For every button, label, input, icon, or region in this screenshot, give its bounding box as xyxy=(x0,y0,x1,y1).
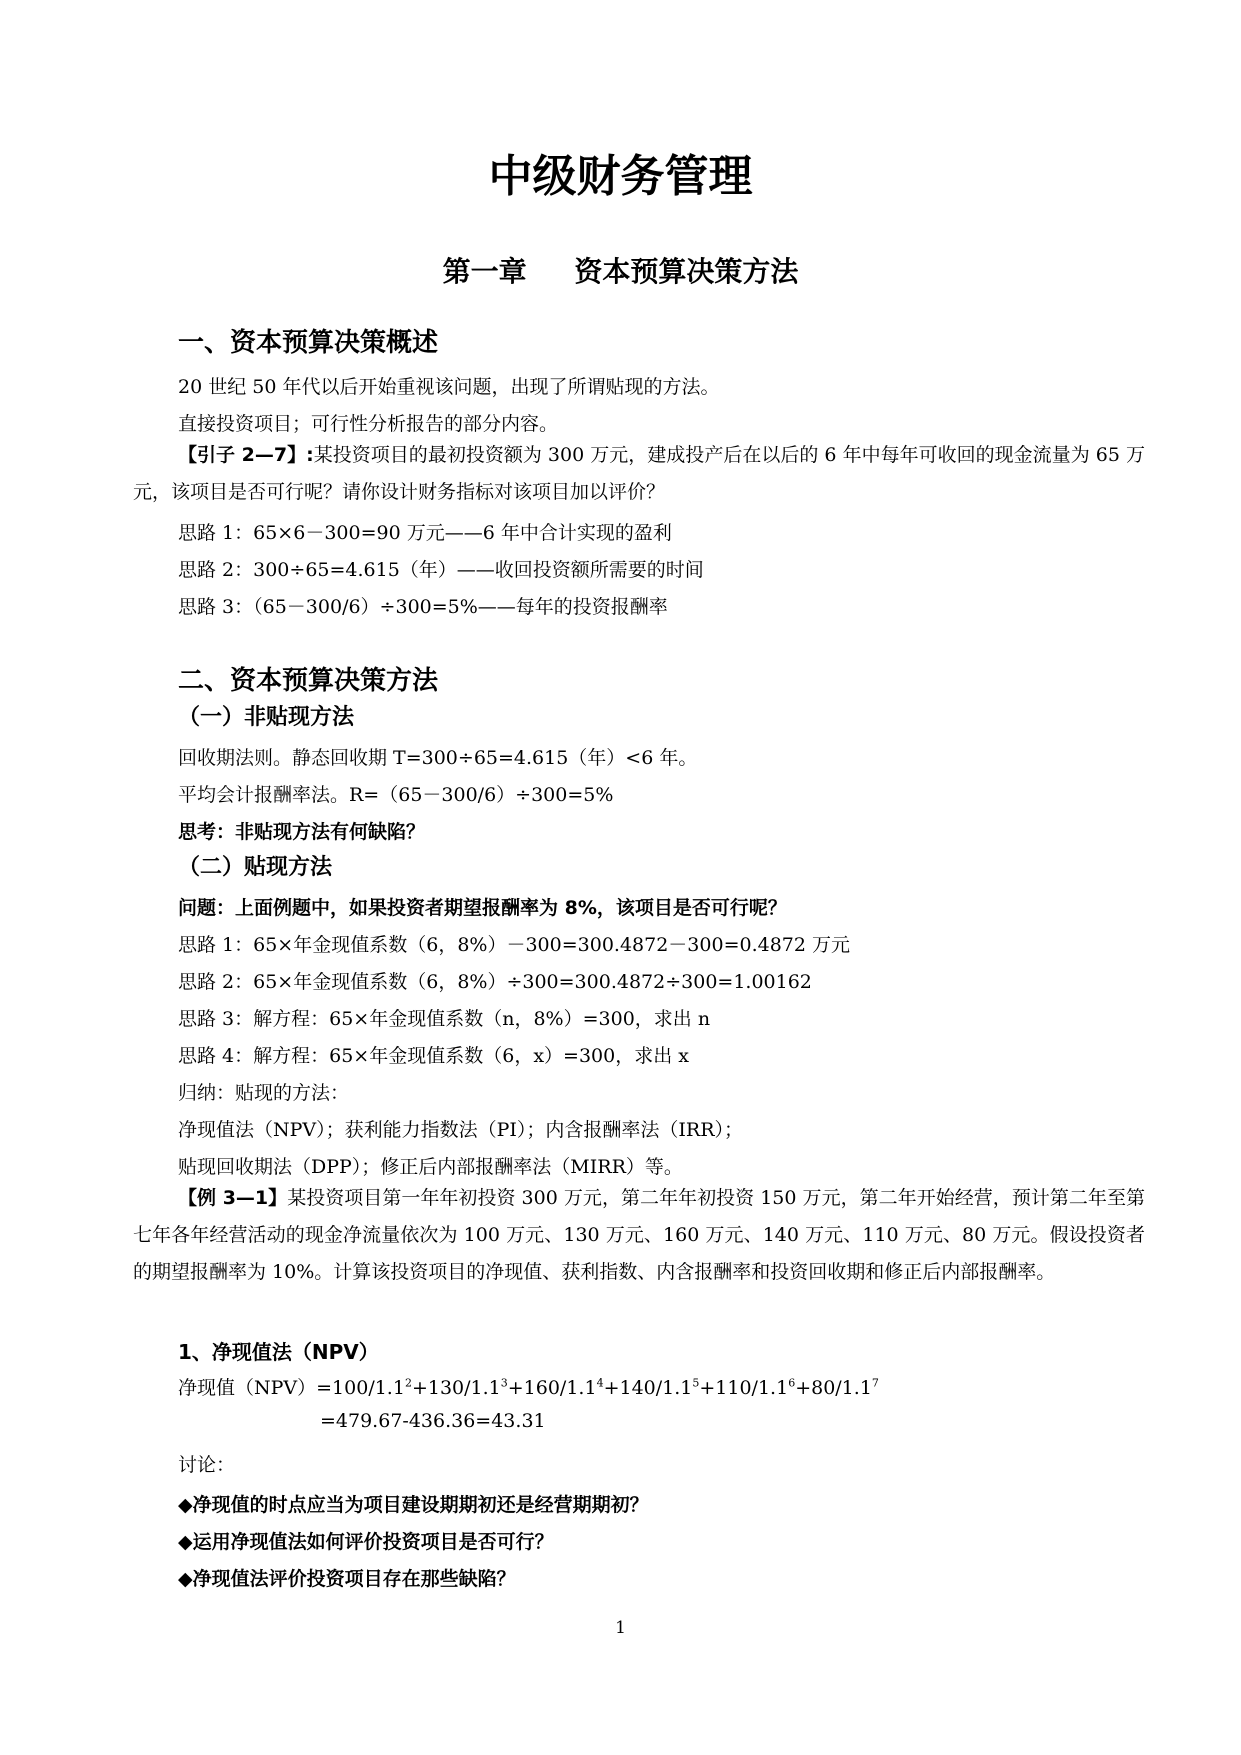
example-label: 【引子 2—7】: xyxy=(178,444,314,466)
formula-exponent: 7 xyxy=(871,1376,879,1390)
idea-line: 思路 3：解方程：65×年金现值系数（n，8%）=300，求出 n xyxy=(178,1008,711,1030)
example-paragraph xyxy=(133,1180,1145,1291)
question-line: 思考：非贴现方法有何缺陷？ xyxy=(178,821,426,843)
chapter-title: 第一章 资本预算决策方法 xyxy=(442,255,799,288)
discussion-item: ◆净现值法评价投资项目存在那些缺陷？ xyxy=(178,1568,516,1590)
formula-term: +160/1.1 xyxy=(507,1377,597,1399)
idea-line: 思路 1：65×年金现值系数（6，8%）－300=300.4872－300=0.4872 万元 xyxy=(178,934,851,956)
formula-exponent: 4 xyxy=(596,1376,604,1390)
document-title: 中级财务管理 xyxy=(488,151,753,202)
methods-line: 净现值法（NPV）；获利能力指数法（PI）；内含报酬率法（IRR）； xyxy=(178,1119,744,1141)
example-text: 某投资项目的最初投资额为 300 万元，建成投产后在以后的 6 年中每年可收回的现金流量为 65 万元，该项目是否可行呢？请你设计财务指标对该项目加以评价？ xyxy=(133,444,1145,503)
formula-term: +140/1.1 xyxy=(603,1377,693,1399)
subsection-heading: （一）非贴现方法 xyxy=(178,705,355,730)
summary-line: 归纳：贴现的方法： xyxy=(178,1082,350,1104)
text-line: 直接投资项目；可行性分析报告的部分内容。 xyxy=(178,413,559,435)
formula-exponent: 6 xyxy=(788,1376,796,1390)
formula-terms xyxy=(405,1377,879,1399)
subsection-heading: （二）贴现方法 xyxy=(178,855,333,880)
formula-term: +110/1.1 xyxy=(699,1377,789,1399)
example-paragraph xyxy=(133,437,1145,511)
question-line: 问题：上面例题中，如果投资者期望报酬率为 8%，该项目是否可行呢？ xyxy=(178,897,787,919)
section-heading: 二、资本预算决策方法 xyxy=(178,666,439,696)
text-line: 20 世纪 50 年代以后开始重视该问题，出现了所谓贴现的方法。 xyxy=(178,376,720,398)
idea-line: 思路 4：解方程：65×年金现值系数（6，x）=300，求出 x xyxy=(178,1045,689,1067)
example-label: 【例 3—1】 xyxy=(178,1187,288,1209)
formula-exponent: 2 xyxy=(404,1376,412,1390)
npv-result: =479.67-436.36=43.31 xyxy=(320,1410,546,1432)
npv-heading: 1、净现值法（NPV） xyxy=(178,1340,379,1364)
formula-exponent: 3 xyxy=(500,1376,508,1390)
formula-term: +130/1.1 xyxy=(411,1377,501,1399)
example-text: 某投资项目第一年年初投资 300 万元，第二年年初投资 150 万元，第二年开始经营，预计第二年至第七年各年经营活动的现金净流量依次为 100 万元、130 万元、160 万元、140 万元、110 万元、80 万元。假设投资者的期望报酬率为 10%。计算该投资项目的净现值、获利指数、内含报酬率和投资回收期和修正后内部报酬率。 xyxy=(133,1187,1145,1283)
idea-line: 思路 2：300÷65=4.615（年）——收回投资额所需要的时间 xyxy=(178,559,704,581)
idea-line: 思路 2：65×年金现值系数（6，8%）÷300=300.4872÷300=1.00162 xyxy=(178,971,812,993)
discussion-item: ◆净现值的时点应当为项目建设期期初还是经营期期初？ xyxy=(178,1494,649,1516)
page-number: 1 xyxy=(615,1618,626,1638)
discussion-item: ◆运用净现值法如何评价投资项目是否可行？ xyxy=(178,1531,554,1553)
idea-line: 思路 1：65×6－300=90 万元——6 年中合计实现的盈利 xyxy=(178,522,672,544)
section-heading: 一、资本预算决策概述 xyxy=(178,328,439,358)
discussion-label: 讨论： xyxy=(178,1454,236,1476)
methods-line: 贴现回收期法（DPP）；修正后内部报酬率法（MIRR）等。 xyxy=(178,1156,683,1178)
formula-term: +80/1.1 xyxy=(795,1377,872,1399)
idea-line: 思路 3：（65－300/6）÷300=5%——每年的投资报酬率 xyxy=(178,596,668,618)
text-line: 平均会计报酬率法。R=（65－300/6）÷300=5% xyxy=(178,784,614,806)
formula-prefix: 净现值（NPV）=100/1.1 xyxy=(178,1377,405,1399)
text-line: 回收期法则。静态回收期 T=300÷65=4.615（年）<6 年。 xyxy=(178,747,698,769)
formula-exponent: 5 xyxy=(692,1376,700,1390)
npv-formula xyxy=(178,1373,879,1400)
